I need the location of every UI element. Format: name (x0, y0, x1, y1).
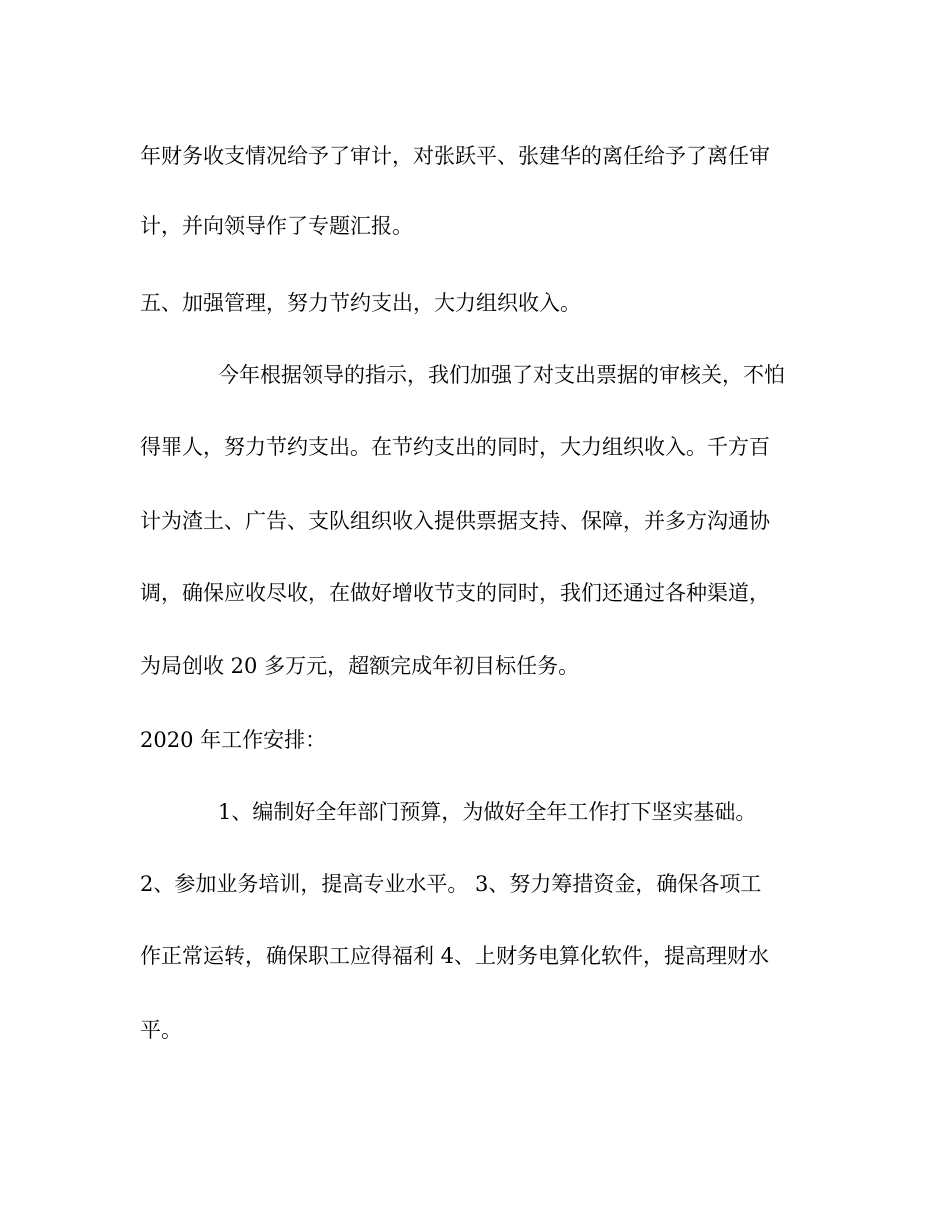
paragraph-line: 为局创收 20 多万元，超额完成年初目标任务。 (140, 654, 580, 678)
paragraph-line: 得罪人，努力节约支出。在节约支出的同时，大力组织收入。千方百 (140, 435, 770, 459)
section-heading: 2020 年工作安排： (140, 728, 327, 752)
paragraph-line: 今年根据领导的指示，我们加强了对支出票据的审核关，不怕 (218, 363, 785, 387)
section-heading: 五、加强管理，努力节约支出，大力组织收入。 (140, 291, 581, 315)
paragraph-line: 年财务收支情况给予了审计，对张跃平、张建华的离任给予了离任审 (140, 144, 770, 168)
list-item: 平。 (140, 1018, 182, 1042)
list-item: 2、参加业务培训，提高专业水平。 3、努力筹措资金，确保各项工 (140, 872, 762, 896)
paragraph-line: 调，确保应收尽收，在做好增收节支的同时，我们还通过各种渠道， (140, 581, 770, 605)
paragraph-line: 计为渣土、广告、支队组织收入提供票据支持、保障，并多方沟通协 (140, 509, 770, 533)
list-item: 作正常运转，确保职工应得福利 4、上财务电算化软件，提高理财水 (140, 944, 770, 968)
paragraph-line: 计，并向领导作了专题汇报。 (140, 214, 413, 238)
list-item: 1、编制好全年部门预算，为做好全年工作打下坚实基础。 (218, 800, 757, 824)
